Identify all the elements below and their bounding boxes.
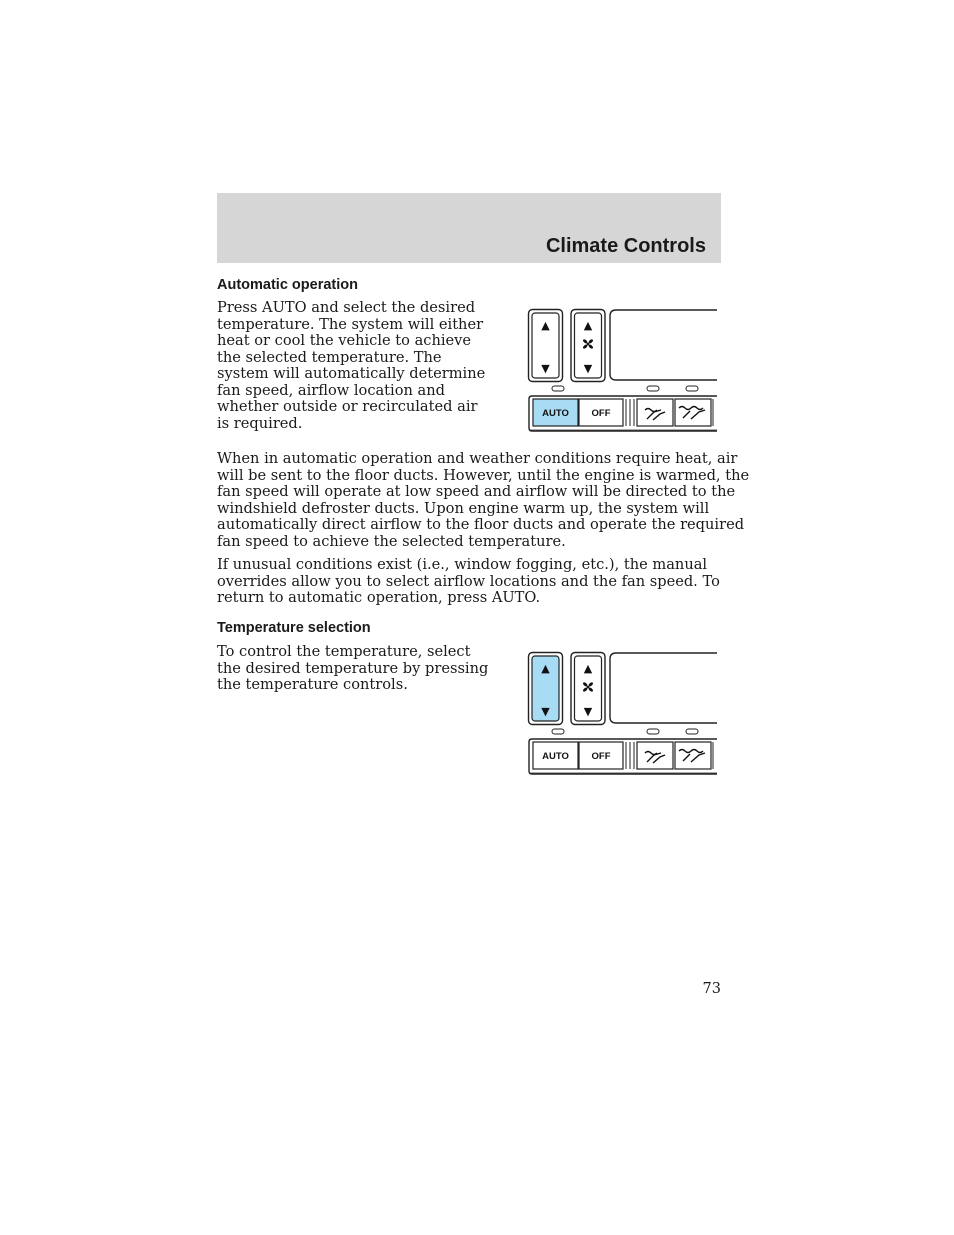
fan-down-icon: ▼ (583, 362, 593, 375)
text-line: will be sent to the floor ducts. However, until the engine is warmed, the (217, 466, 750, 484)
mode-button-strip (529, 739, 717, 774)
climate-panel-diagram-auto (527, 308, 717, 434)
temperature-down-icon: ▼ (541, 362, 550, 375)
indicator-light (647, 386, 659, 391)
off-button-label: OFF (591, 751, 611, 762)
display-screen (610, 653, 717, 723)
indicator-light (686, 386, 698, 391)
text-line: fan speed to achieve the selected temperature. (217, 532, 566, 550)
climate-panel-diagram-temperature (527, 651, 717, 777)
display-screen (610, 310, 717, 380)
defrost-button (675, 399, 711, 426)
text-line: Press AUTO and select the desired (217, 299, 476, 316)
indicator-light (647, 729, 659, 734)
text-line: is required. (217, 414, 303, 432)
page-title: Climate Controls (545, 235, 706, 257)
mode-button-strip (529, 396, 717, 431)
temperature-selection-intro (217, 644, 488, 694)
text-line: return to automatic operation, press AUTO. (217, 589, 541, 606)
fan-speed-control (571, 310, 605, 382)
text-line: If unusual conditions exist (i.e., window fogging, etc.), the manual (217, 556, 708, 573)
fan-up-icon: ▲ (583, 662, 593, 675)
defrost-button (675, 742, 711, 769)
header-band (217, 193, 721, 263)
text-line: the temperature controls. (217, 676, 408, 693)
auto-indicator-light (552, 729, 564, 734)
text-line: To control the temperature, select (217, 643, 471, 660)
text-line: fan speed, airflow location and (217, 381, 445, 399)
temperature-down-icon: ▼ (541, 705, 550, 718)
temperature-up-icon: ▲ (541, 319, 550, 332)
temperature-control (529, 653, 563, 725)
text-line: automatically direct airflow to the floor ducts and operate the required (217, 516, 745, 533)
text-line: windshield defroster ducts. Upon engine warm up, the system will (217, 499, 710, 517)
fan-down-icon: ▼ (583, 705, 593, 718)
fan-speed-control (571, 653, 605, 725)
page-number: 73 (702, 981, 721, 997)
text-line: heat or cool the vehicle to achieve (217, 332, 472, 349)
auto-button-label: AUTO (542, 408, 569, 419)
automatic-operation-paragraph-2 (217, 557, 720, 607)
off-button-label: OFF (591, 408, 611, 419)
heading-automatic-operation: Automatic operation (217, 277, 358, 293)
text-line: whether outside or recirculated air (217, 398, 478, 415)
automatic-operation-intro (217, 300, 485, 432)
heading-temperature-selection: Temperature selection (217, 620, 371, 636)
defrost-floor-button (637, 742, 673, 769)
text-line: the selected temperature. The (217, 348, 442, 366)
temperature-up-icon: ▲ (541, 662, 550, 675)
automatic-operation-paragraph-1 (217, 451, 749, 550)
text-line: overrides allow you to select airflow locations and the fan speed. To (217, 572, 720, 590)
text-line: the desired temperature by pressing (217, 659, 489, 677)
temperature-control (529, 310, 563, 382)
indicator-light (686, 729, 698, 734)
fan-up-icon: ▲ (583, 319, 593, 332)
text-line: fan speed will operate at low speed and airflow will be directed to the (217, 483, 736, 500)
defrost-floor-button (637, 399, 673, 426)
text-line: system will automatically determine (217, 365, 486, 382)
auto-indicator-light (552, 386, 564, 391)
auto-button-label: AUTO (542, 751, 569, 762)
text-line: temperature. The system will either (217, 315, 484, 333)
text-line: When in automatic operation and weather conditions require heat, air (217, 450, 738, 467)
